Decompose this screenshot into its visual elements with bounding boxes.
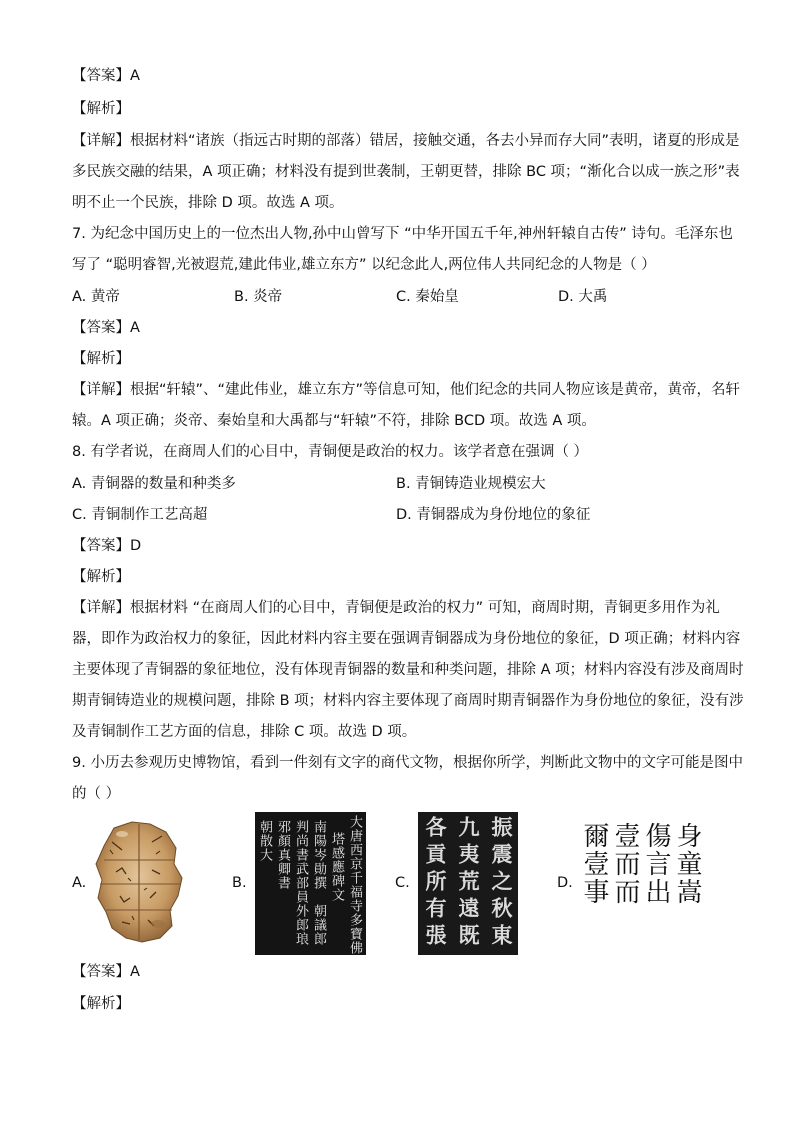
regular-script-rubbing-image — [255, 812, 366, 955]
answer-label: 【答案】A — [72, 68, 140, 84]
question-7-text: 写了 “聪明睿智,光被遐荒,建此伟业,雄立东方” 以纪念此人,两位伟人共同纪念的人物是（ ） — [72, 257, 656, 273]
analysis-label: 【解析】 — [72, 101, 130, 117]
answer-label: 【答案】A — [72, 320, 140, 336]
question-9-text: 的（ ） — [72, 786, 121, 802]
q7-option-b: B. 炎帝 — [234, 289, 283, 305]
seal-d-column: 傷言出 — [641, 822, 671, 906]
question-7-text: 7. 为纪念中国历史上的一位杰出人物,孙中山曾写下 “中华开国五千年,神州轩辕自古传” 诗句。毛泽东也 — [72, 226, 733, 242]
explanation-line: 期青铜铸造业的规模问题，排除 B 项；材料内容主要体现了商周时期青铜器作为身份地位的象征，没有涉 — [72, 693, 744, 709]
oracle-bone-image — [92, 820, 186, 944]
seal-d-column: 壹而而 — [610, 822, 640, 906]
explanation-line: 及青铜制作工艺方面的信息，排除 C 项。故选 D 项。 — [72, 724, 417, 740]
answer-label: 【答案】D — [72, 538, 142, 554]
rubbing-b-column: 判尚書武部員外郎琅 — [293, 820, 308, 946]
explanation-line: 辕。A 项正确；炎帝、秦始皇和大禹都与“轩辕”不符，排除 BCD 项。故选 A 项。 — [72, 413, 596, 429]
rubbing-c-column: 九夷荒遠既 — [456, 816, 481, 951]
explanation-line: 主要体现了青铜器的象征地位，没有体现青铜器的数量和种类问题，排除 A 项；材料内容没有涉及商周时 — [72, 662, 744, 678]
seal-d-column: 爾壹事 — [579, 822, 609, 906]
rubbing-b-column: 大唐西京千福寺多寶佛 — [347, 815, 362, 955]
analysis-label: 【解析】 — [72, 351, 130, 367]
q7-option-a: A. 黄帝 — [72, 289, 120, 305]
answer-label: 【答案】A — [72, 964, 140, 980]
q9-option-b-label: B. — [232, 875, 247, 891]
question-9-text: 9. 小历去参观历史博物馆，看到一件刻有文字的商代文物，根据你所学，判断此文物中的文字可能是图中 — [72, 755, 743, 771]
rubbing-b-column: 南陽岑勛撰 朝議郎 — [311, 820, 326, 946]
clerical-script-rubbing-image — [418, 812, 518, 955]
seal-script-image — [578, 818, 704, 950]
turtle-shell-icon — [92, 820, 186, 944]
q8-option-d: D. 青铜器成为身份地位的象征 — [396, 507, 591, 523]
explanation-line: 【详解】根据材料“诸族（指远古时期的部落）错居，接触交通，各去小异而存大同”表明，诸夏的形成是 — [72, 133, 740, 149]
q9-option-c-label: C. — [395, 875, 410, 891]
explanation-line: 明不止一个民族，排除 D 项。故选 A 项。 — [72, 195, 344, 211]
q9-option-a-label: A. — [72, 875, 87, 891]
analysis-label: 【解析】 — [72, 569, 130, 585]
rubbing-b-column: 邪顏真卿書 — [275, 820, 290, 890]
q7-option-c: C. 秦始皇 — [396, 289, 459, 305]
rubbing-c-column: 各貢所有張 — [423, 816, 448, 951]
explanation-line: 【详解】根据“轩辕”、“建此伟业，雄立东方”等信息可知，他们纪念的共同人物应该是黄帝，黄帝，名轩 — [72, 382, 741, 398]
analysis-label: 【解析】 — [72, 996, 130, 1012]
rubbing-c-column: 振震之秋東 — [489, 816, 514, 951]
q8-option-c: C. 青铜制作工艺高超 — [72, 507, 208, 523]
seal-d-column: 身童嵩 — [672, 822, 702, 906]
q8-option-b: B. 青铜铸造业规模宏大 — [396, 476, 546, 492]
explanation-line: 多民族交融的结果，A 项正确；材料没有提到世袭制，王朝更替，排除 BC 项；“渐化合以成一族之形”表 — [72, 164, 740, 180]
question-8-text: 8. 有学者说，在商周人们的心目中，青铜便是政治的权力。该学者意在强调（ ） — [72, 444, 589, 460]
rubbing-b-column: 朝散大 — [257, 820, 272, 862]
rubbing-b-column: 塔感應碑文 — [329, 832, 344, 902]
q8-option-a: A. 青铜器的数量和种类多 — [72, 476, 236, 492]
q9-option-d-label: D. — [557, 875, 573, 891]
q7-option-d: D. 大禹 — [558, 289, 608, 305]
explanation-line: 【详解】根据材料 “在商周人们的心目中，青铜便是政治的权力” 可知，商周时期，青铜更多用作为礼 — [72, 600, 720, 616]
explanation-line: 器，即作为政治权力的象征，因此材料内容主要在强调青铜器成为身份地位的象征，D 项正确；材料内容 — [72, 631, 741, 647]
